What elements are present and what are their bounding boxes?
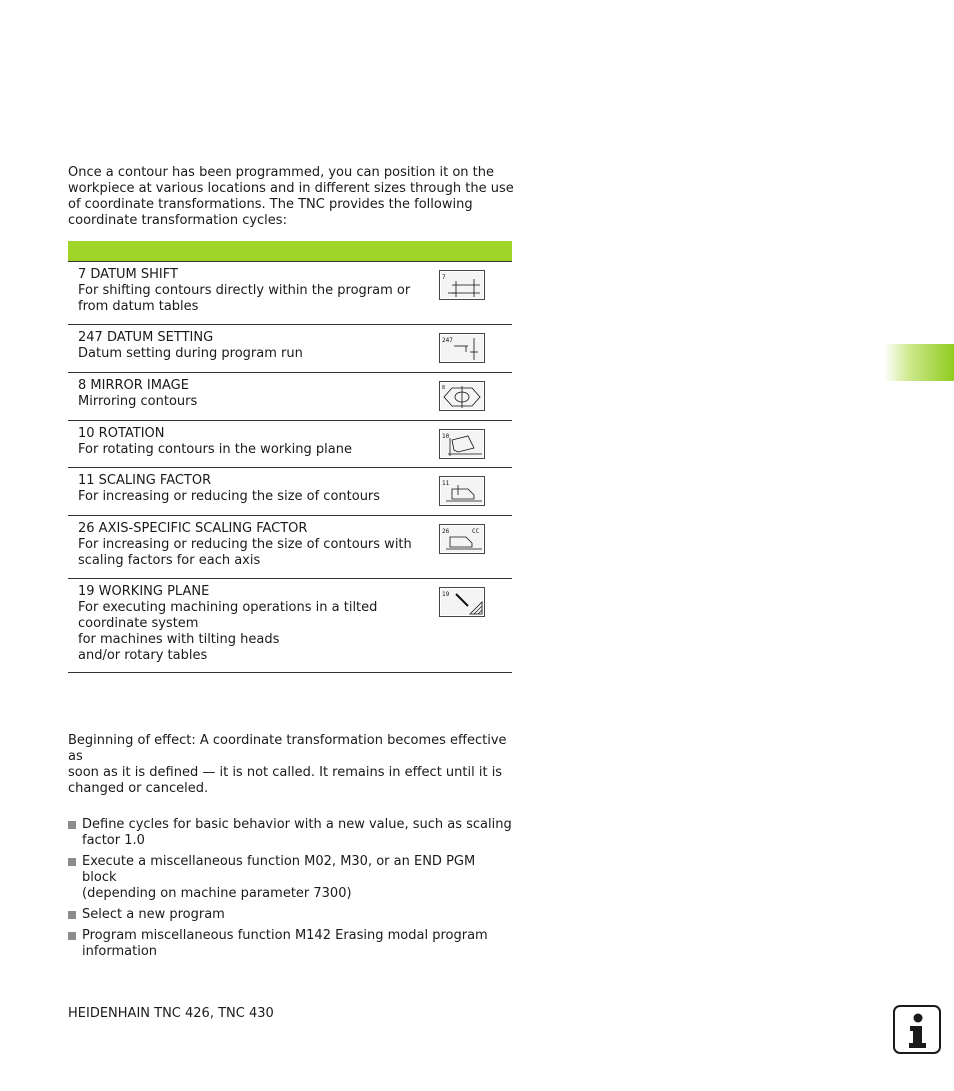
cycle-title: 7 DATUM SHIFT: [78, 267, 178, 282]
effect-line: changed or canceled.: [68, 781, 209, 796]
cycle-row-datum-shift: [68, 262, 512, 325]
scaling-factor-cycle-icon: [439, 476, 485, 506]
cycle-description: for machines with tilting heads: [78, 632, 280, 647]
cycle-description: scaling factors for each axis: [78, 553, 261, 568]
intro-line: coordinate transformation cycles:: [68, 213, 287, 228]
cycle-title: 26 AXIS-SPECIFIC SCALING FACTOR: [78, 521, 308, 536]
cycle-text: [78, 473, 423, 505]
working-plane-cycle-icon: [439, 587, 485, 617]
cycle-description: For increasing or reducing the size of contours with: [78, 537, 412, 552]
cycle-table-header: [68, 241, 512, 262]
icon-label: 247: [442, 337, 453, 344]
list-item-line: Execute a miscellaneous function M02, M30, or an END PGM block: [82, 854, 476, 885]
cycle-row-working-plane: [68, 579, 512, 673]
cycle-text: [78, 330, 423, 362]
cycle-row-axis-specific-scaling: [68, 516, 512, 579]
intro-line: of coordinate transformations. The TNC provides the following: [68, 197, 473, 212]
list-item: [68, 817, 513, 849]
icon-label: 11: [442, 480, 450, 487]
cycle-description: For rotating contours in the working plane: [78, 442, 352, 457]
effect-line: Beginning of effect: A coordinate transformation becomes effective as: [68, 733, 507, 764]
list-item-line: Select a new program: [82, 907, 225, 922]
mirror-image-cycle-icon: [439, 381, 485, 411]
list-item: [68, 854, 513, 902]
list-item-line: factor 1.0: [82, 833, 145, 848]
cycle-description: from datum tables: [78, 299, 199, 314]
cycle-row-scaling-factor: [68, 468, 512, 516]
cycle-title: 11 SCALING FACTOR: [78, 473, 212, 488]
cycle-title: 247 DATUM SETTING: [78, 330, 214, 345]
bullet-square-icon: [68, 911, 76, 919]
cycle-title: 10 ROTATION: [78, 426, 165, 441]
icon-label: 8: [442, 385, 446, 391]
cycle-table: [68, 241, 512, 673]
list-item-line: (depending on machine parameter 7300): [82, 886, 352, 901]
cycle-row-mirror-image: [68, 373, 512, 421]
icon-label: 19: [442, 591, 450, 598]
bullet-square-icon: [68, 821, 76, 829]
cycle-text: [78, 378, 423, 410]
chapter-side-tab: [884, 344, 954, 381]
icon-label: 10: [442, 433, 450, 440]
effect-paragraph: [68, 733, 513, 797]
list-item: [68, 928, 513, 960]
cycle-description: For increasing or reducing the size of contours: [78, 489, 381, 504]
effect-line: soon as it is defined — it is not called. It remains in effect until it is: [68, 765, 503, 780]
page-footer: HEIDENHAIN TNC 426, TNC 430: [68, 1006, 274, 1021]
info-icon: [893, 1005, 941, 1054]
list-item-line: Program miscellaneous function M142 Erasing modal program: [82, 928, 488, 943]
icon-label: CC: [472, 528, 480, 535]
cycle-text: [78, 267, 423, 315]
cycle-text: [78, 584, 423, 664]
rotation-cycle-icon: [439, 429, 485, 459]
cycle-description: and/or rotary tables: [78, 648, 208, 663]
cycle-description: For executing machining operations in a tilted: [78, 600, 378, 615]
intro-line: workpiece at various locations and in different sizes through the use: [68, 181, 514, 196]
list-item-line: information: [82, 944, 158, 959]
cycle-row-datum-setting: [68, 325, 512, 373]
list-item: [68, 907, 513, 923]
cycle-title: 8 MIRROR IMAGE: [78, 378, 189, 393]
cycle-text: [78, 521, 423, 569]
cycle-title: 19 WORKING PLANE: [78, 584, 210, 599]
cycle-description: Datum setting during program run: [78, 346, 303, 361]
list-item-line: Define cycles for basic behavior with a new value, such as scaling: [82, 817, 512, 832]
cycle-description: For shifting contours directly within the program or: [78, 283, 411, 298]
icon-label: 7: [442, 274, 446, 281]
cycle-row-rotation: [68, 421, 512, 468]
cycle-text: [78, 426, 423, 458]
cycle-description: Mirroring contours: [78, 394, 198, 409]
intro-paragraph: [68, 165, 518, 229]
cancel-list: [68, 817, 513, 965]
cycle-description: coordinate system: [78, 616, 199, 631]
bullet-square-icon: [68, 932, 76, 940]
icon-label: 26: [442, 528, 450, 535]
datum-shift-cycle-icon: [439, 270, 485, 300]
axis-specific-scaling-cycle-icon: [439, 524, 485, 554]
bullet-square-icon: [68, 858, 76, 866]
datum-setting-cycle-icon: [439, 333, 485, 363]
intro-line: Once a contour has been programmed, you can position it on the: [68, 165, 494, 180]
